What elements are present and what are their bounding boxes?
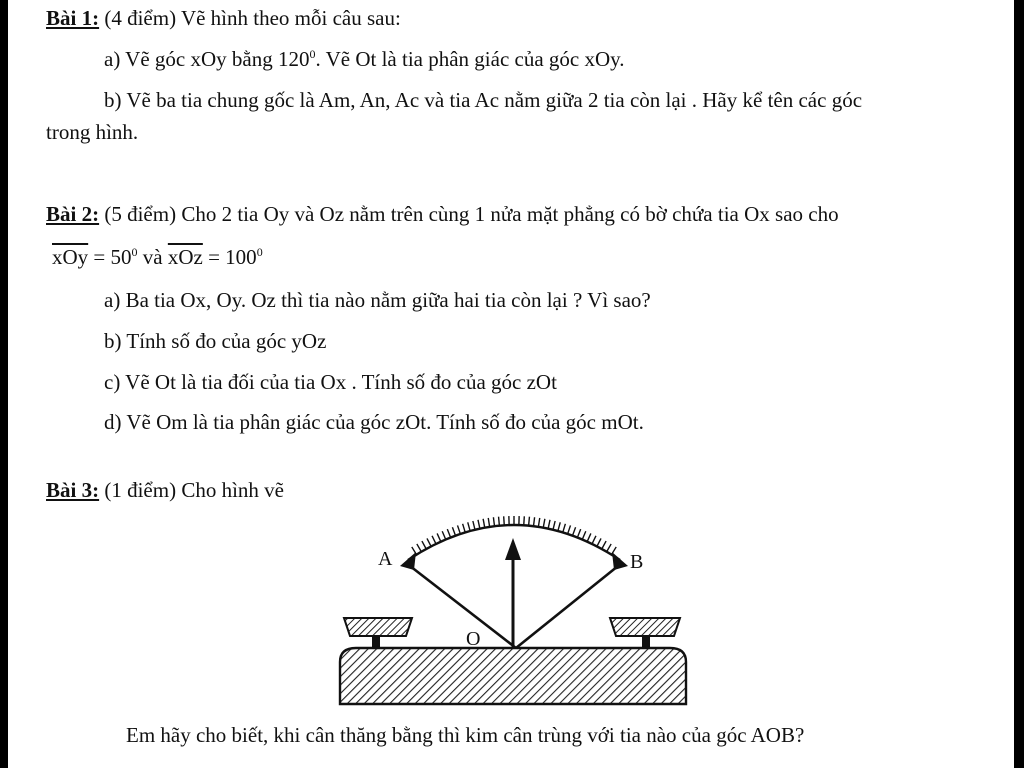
exercise-2c: c) Vẽ Ot là tia đối của tia Ox . Tính số đo của góc zOt	[104, 370, 557, 394]
label-o: O	[466, 628, 481, 650]
ray-oa	[410, 566, 516, 648]
scale-tick	[463, 524, 466, 533]
left-pan	[344, 618, 412, 636]
scale-tick	[447, 529, 450, 537]
scale-tick	[529, 517, 530, 526]
label-a: A	[378, 548, 393, 570]
scale-tick	[538, 518, 539, 527]
angle-xoy: $\overline{xOy}$	[52, 245, 89, 269]
right-pan-stand	[642, 636, 650, 648]
worksheet-page	[8, 0, 1014, 768]
exercise-2-intro: (5 điểm) Cho 2 tia Oy và Oz nằm trên cùng 1 nửa mặt phẳng có bờ chứa tia Ox sao cho	[99, 202, 839, 226]
exercise-2d: d) Vẽ Om là tia phân giác của góc zOt. Tính số đo của góc mOt.	[104, 410, 644, 434]
exercise-2-header	[46, 202, 839, 227]
exercise-3-header	[46, 478, 284, 503]
exercise-2b: b) Tính số đo của góc yOz	[104, 329, 327, 353]
scale-tick	[543, 519, 545, 528]
formula-eq2: = 100	[202, 245, 257, 269]
exercise-3-question: Em hãy cho biết, khi cân thăng bằng thì kim cân trùng với tia nào của góc AOB?	[126, 723, 805, 747]
ray-ob	[516, 566, 618, 648]
scale-tick	[592, 536, 596, 544]
scale-tick	[597, 538, 601, 546]
scale-tick	[587, 533, 591, 541]
exercise-3-intro: (1 điểm) Cho hình vẽ	[99, 478, 284, 502]
scale-tick	[417, 544, 421, 552]
scale-tick	[573, 527, 576, 535]
exercise-1a	[104, 47, 625, 72]
scale-tick	[493, 517, 494, 526]
scale-tick	[607, 544, 611, 552]
scale-tick	[452, 527, 455, 535]
scale-tick	[548, 520, 550, 529]
needle-arrowhead	[505, 538, 521, 560]
angle-xoz: $\overline{xOz}$	[167, 245, 203, 269]
scale-tick	[478, 520, 480, 529]
scale-tick	[558, 522, 560, 531]
degree-sup: 0	[309, 47, 316, 61]
scale-tick	[483, 519, 485, 528]
right-pan	[610, 618, 680, 636]
scale-tick	[499, 517, 500, 526]
exercise-1-header	[46, 6, 401, 31]
exercise-1b-line2: trong hình.	[46, 120, 139, 144]
scale-tick	[504, 516, 505, 525]
scale-tick	[437, 533, 441, 541]
exercise-3-title: Bài 3:	[46, 478, 100, 502]
exercise-1a-rest: . Vẽ Ot là tia phân giác của góc xOy.	[315, 47, 625, 71]
exercise-2a: a) Ba tia Ox, Oy. Oz thì tia nào nằm giữa hai tia còn lại ? Vì sao?	[104, 288, 651, 312]
scale-tick	[473, 521, 475, 530]
scale-tick	[442, 531, 446, 539]
exercise-2-formula	[52, 245, 263, 270]
scale-tick	[427, 538, 431, 546]
scale-tick	[582, 531, 586, 539]
scale-tick	[524, 516, 525, 525]
scale-tick	[422, 541, 426, 549]
balance-scale-figure	[330, 508, 692, 706]
scale-tick	[468, 522, 470, 531]
scale-tick	[488, 518, 489, 527]
scale-tick	[553, 521, 555, 530]
scale-tick	[563, 524, 566, 533]
degree-sup: 0	[131, 245, 138, 259]
scale-tick	[458, 525, 461, 534]
label-b: B	[630, 551, 644, 573]
formula-and: và	[137, 245, 168, 269]
exercise-1-title: Bài 1:	[46, 6, 100, 30]
scale-base	[340, 648, 686, 704]
scale-tick	[432, 536, 436, 544]
scale-tick	[602, 541, 606, 549]
scale-tick	[534, 517, 535, 526]
formula-eq1: = 50	[88, 245, 132, 269]
exercise-1-intro: (4 điểm) Vẽ hình theo mỗi câu sau:	[99, 6, 401, 30]
scale-tick	[577, 529, 580, 537]
exercise-1a-text: a) Vẽ góc xOy bằng 120	[104, 47, 310, 71]
degree-sup: 0	[256, 245, 263, 259]
exercise-2-title: Bài 2:	[46, 202, 100, 226]
left-pan-stand	[372, 636, 380, 648]
scale-tick	[568, 525, 571, 534]
exercise-1b-line1: b) Vẽ ba tia chung gốc là Am, An, Ac và tia Ac nằm giữa 2 tia còn lại . Hãy kể tên các góc	[104, 88, 863, 112]
